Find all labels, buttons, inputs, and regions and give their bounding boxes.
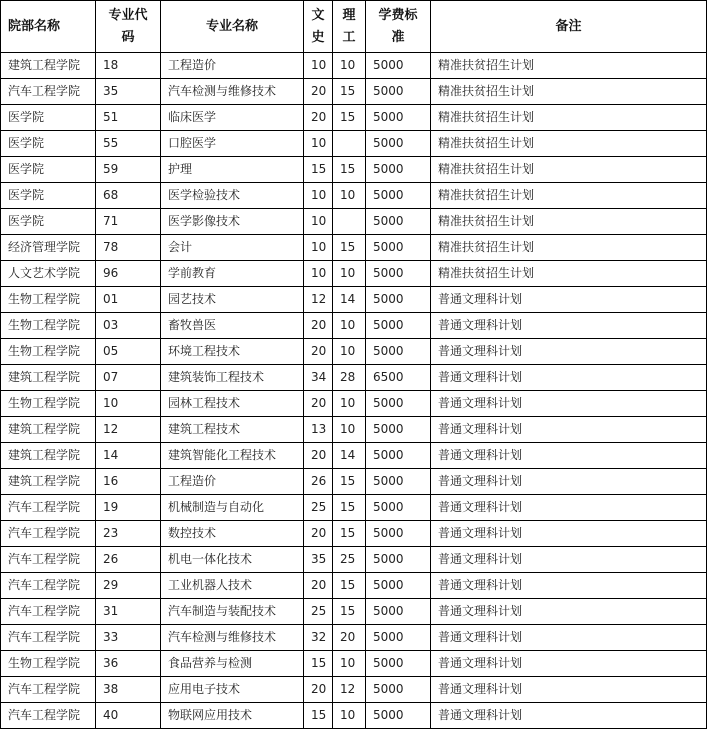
- table-row: [1, 391, 707, 417]
- cell-sci: 15: [333, 599, 366, 625]
- cell-note: 精准扶贫招生计划: [431, 157, 707, 183]
- cell-arts: 20: [304, 313, 333, 339]
- cell-dept: 医学院: [1, 105, 96, 131]
- cell-note: 普通文理科计划: [431, 469, 707, 495]
- header-arts: [304, 1, 333, 53]
- cell-fee: 5000: [366, 599, 431, 625]
- cell-note: 普通文理科计划: [431, 313, 707, 339]
- cell-dept: 汽车工程学院: [1, 677, 96, 703]
- cell-code: 78: [96, 235, 161, 261]
- cell-code: 96: [96, 261, 161, 287]
- cell-arts: 20: [304, 573, 333, 599]
- table-row: [1, 209, 707, 235]
- cell-dept: 建筑工程学院: [1, 417, 96, 443]
- cell-note: 普通文理科计划: [431, 417, 707, 443]
- cell-sci: 10: [333, 53, 366, 79]
- cell-sci: 25: [333, 547, 366, 573]
- cell-note: 精准扶贫招生计划: [431, 235, 707, 261]
- cell-fee: 5000: [366, 183, 431, 209]
- cell-major: 汽车检测与维修技术: [161, 625, 304, 651]
- header-note-label: 备注: [555, 18, 582, 34]
- cell-fee: 6500: [366, 365, 431, 391]
- cell-code: 16: [96, 469, 161, 495]
- cell-note: 精准扶贫招生计划: [431, 53, 707, 79]
- header-dept: [1, 1, 96, 53]
- table-row: [1, 313, 707, 339]
- cell-fee: 5000: [366, 443, 431, 469]
- cell-dept: 汽车工程学院: [1, 573, 96, 599]
- cell-code: 40: [96, 703, 161, 729]
- cell-fee: 5000: [366, 339, 431, 365]
- cell-sci: 10: [333, 703, 366, 729]
- cell-note: 普通文理科计划: [431, 651, 707, 677]
- cell-fee: 5000: [366, 651, 431, 677]
- cell-code: 55: [96, 131, 161, 157]
- cell-sci: [333, 209, 366, 235]
- cell-sci: 28: [333, 365, 366, 391]
- cell-sci: 10: [333, 313, 366, 339]
- header-major-label: 专业名称: [205, 18, 258, 34]
- cell-sci: 15: [333, 521, 366, 547]
- table-row: [1, 703, 707, 729]
- cell-note: 普通文理科计划: [431, 287, 707, 313]
- cell-note: 普通文理科计划: [431, 625, 707, 651]
- cell-arts: 20: [304, 521, 333, 547]
- cell-major: 汽车制造与装配技术: [161, 599, 304, 625]
- cell-major: 医学检验技术: [161, 183, 304, 209]
- cell-code: 59: [96, 157, 161, 183]
- cell-fee: 5000: [366, 703, 431, 729]
- cell-major: 医学影像技术: [161, 209, 304, 235]
- cell-note: 精准扶贫招生计划: [431, 209, 707, 235]
- table-row: [1, 287, 707, 313]
- cell-dept: 汽车工程学院: [1, 79, 96, 105]
- cell-sci: 15: [333, 105, 366, 131]
- cell-note: 普通文理科计划: [431, 391, 707, 417]
- cell-fee: 5000: [366, 313, 431, 339]
- cell-code: 19: [96, 495, 161, 521]
- cell-arts: 25: [304, 599, 333, 625]
- table-row: [1, 677, 707, 703]
- cell-note: 普通文理科计划: [431, 599, 707, 625]
- cell-major: 物联网应用技术: [161, 703, 304, 729]
- cell-fee: 5000: [366, 469, 431, 495]
- cell-major: 园林工程技术: [161, 391, 304, 417]
- header-arts-line1: 文: [311, 7, 325, 23]
- cell-major: 汽车检测与维修技术: [161, 79, 304, 105]
- table-row: [1, 495, 707, 521]
- cell-dept: 医学院: [1, 157, 96, 183]
- cell-major: 机电一体化技术: [161, 547, 304, 573]
- cell-fee: 5000: [366, 79, 431, 105]
- cell-dept: 汽车工程学院: [1, 703, 96, 729]
- cell-sci: 12: [333, 677, 366, 703]
- cell-fee: 5000: [366, 625, 431, 651]
- table-row: [1, 183, 707, 209]
- header-code-line1: 专业代: [108, 7, 148, 23]
- cell-sci: 15: [333, 469, 366, 495]
- table-body: [1, 53, 707, 729]
- cell-fee: 5000: [366, 391, 431, 417]
- header-arts-line2: 史: [311, 29, 325, 45]
- cell-code: 29: [96, 573, 161, 599]
- header-row: [1, 1, 707, 53]
- cell-note: 精准扶贫招生计划: [431, 131, 707, 157]
- table-row: [1, 339, 707, 365]
- cell-code: 35: [96, 79, 161, 105]
- cell-note: 精准扶贫招生计划: [431, 79, 707, 105]
- table-row: [1, 651, 707, 677]
- cell-arts: 20: [304, 339, 333, 365]
- cell-arts: 13: [304, 417, 333, 443]
- cell-fee: 5000: [366, 547, 431, 573]
- cell-code: 26: [96, 547, 161, 573]
- cell-fee: 5000: [366, 235, 431, 261]
- table-row: [1, 157, 707, 183]
- cell-major: 护理: [161, 157, 304, 183]
- table-row: [1, 131, 707, 157]
- cell-fee: 5000: [366, 105, 431, 131]
- cell-arts: 10: [304, 235, 333, 261]
- cell-arts: 10: [304, 183, 333, 209]
- cell-note: 普通文理科计划: [431, 573, 707, 599]
- cell-arts: 12: [304, 287, 333, 313]
- cell-sci: 15: [333, 573, 366, 599]
- cell-fee: 5000: [366, 495, 431, 521]
- cell-major: 建筑工程技术: [161, 417, 304, 443]
- cell-sci: 15: [333, 157, 366, 183]
- cell-sci: 14: [333, 443, 366, 469]
- cell-note: 普通文理科计划: [431, 677, 707, 703]
- cell-code: 33: [96, 625, 161, 651]
- cell-sci: 15: [333, 235, 366, 261]
- cell-major: 畜牧兽医: [161, 313, 304, 339]
- header-fee-line2: 准: [391, 29, 405, 45]
- header-major: [161, 1, 304, 53]
- cell-arts: 32: [304, 625, 333, 651]
- table-row: [1, 599, 707, 625]
- header-sci: [333, 1, 366, 53]
- cell-arts: 20: [304, 443, 333, 469]
- cell-code: 03: [96, 313, 161, 339]
- table-row: [1, 365, 707, 391]
- table-row: [1, 573, 707, 599]
- cell-code: 51: [96, 105, 161, 131]
- cell-major: 工程造价: [161, 53, 304, 79]
- cell-code: 05: [96, 339, 161, 365]
- cell-dept: 建筑工程学院: [1, 365, 96, 391]
- cell-dept: 生物工程学院: [1, 391, 96, 417]
- cell-note: 普通文理科计划: [431, 521, 707, 547]
- table-row: [1, 625, 707, 651]
- cell-dept: 人文艺术学院: [1, 261, 96, 287]
- cell-major: 环境工程技术: [161, 339, 304, 365]
- cell-sci: 15: [333, 495, 366, 521]
- table-row: [1, 261, 707, 287]
- cell-fee: 5000: [366, 417, 431, 443]
- cell-note: 精准扶贫招生计划: [431, 183, 707, 209]
- cell-code: 12: [96, 417, 161, 443]
- cell-major: 工程造价: [161, 469, 304, 495]
- cell-major: 食品营养与检测: [161, 651, 304, 677]
- cell-major: 园艺技术: [161, 287, 304, 313]
- cell-dept: 生物工程学院: [1, 287, 96, 313]
- cell-code: 14: [96, 443, 161, 469]
- header-code-line2: 码: [121, 29, 135, 45]
- cell-major: 数控技术: [161, 521, 304, 547]
- cell-arts: 26: [304, 469, 333, 495]
- cell-arts: 20: [304, 677, 333, 703]
- cell-arts: 20: [304, 391, 333, 417]
- cell-dept: 医学院: [1, 183, 96, 209]
- cell-major: 工业机器人技术: [161, 573, 304, 599]
- cell-arts: 10: [304, 53, 333, 79]
- cell-major: 建筑智能化工程技术: [161, 443, 304, 469]
- cell-code: 23: [96, 521, 161, 547]
- header-dept-label: 院部名称: [8, 18, 61, 34]
- cell-arts: 15: [304, 703, 333, 729]
- table-row: [1, 469, 707, 495]
- cell-sci: 14: [333, 287, 366, 313]
- cell-note: 普通文理科计划: [431, 703, 707, 729]
- cell-sci: 10: [333, 261, 366, 287]
- cell-fee: 5000: [366, 131, 431, 157]
- cell-code: 38: [96, 677, 161, 703]
- cell-dept: 汽车工程学院: [1, 521, 96, 547]
- cell-major: 机械制造与自动化: [161, 495, 304, 521]
- cell-sci: 10: [333, 651, 366, 677]
- cell-sci: 10: [333, 339, 366, 365]
- cell-major: 临床医学: [161, 105, 304, 131]
- cell-fee: 5000: [366, 157, 431, 183]
- cell-major: 学前教育: [161, 261, 304, 287]
- table-row: [1, 521, 707, 547]
- cell-arts: 35: [304, 547, 333, 573]
- cell-fee: 5000: [366, 209, 431, 235]
- cell-arts: 20: [304, 105, 333, 131]
- cell-sci: 20: [333, 625, 366, 651]
- cell-dept: 医学院: [1, 209, 96, 235]
- cell-note: 普通文理科计划: [431, 339, 707, 365]
- header-sci-line2: 工: [342, 29, 356, 45]
- cell-dept: 汽车工程学院: [1, 625, 96, 651]
- cell-note: 普通文理科计划: [431, 443, 707, 469]
- cell-sci: 15: [333, 79, 366, 105]
- cell-fee: 5000: [366, 521, 431, 547]
- cell-arts: 10: [304, 209, 333, 235]
- table-row: [1, 79, 707, 105]
- cell-code: 71: [96, 209, 161, 235]
- table-row: [1, 105, 707, 131]
- cell-dept: 医学院: [1, 131, 96, 157]
- cell-fee: 5000: [366, 573, 431, 599]
- header-fee: [366, 1, 431, 53]
- header-fee-line1: 学费标: [378, 7, 418, 23]
- header-note: [431, 1, 707, 53]
- cell-note: 普通文理科计划: [431, 495, 707, 521]
- cell-dept: 生物工程学院: [1, 651, 96, 677]
- cell-arts: 10: [304, 131, 333, 157]
- cell-major: 口腔医学: [161, 131, 304, 157]
- cell-note: 普通文理科计划: [431, 365, 707, 391]
- table-row: [1, 235, 707, 261]
- cell-code: 36: [96, 651, 161, 677]
- cell-code: 68: [96, 183, 161, 209]
- cell-fee: 5000: [366, 53, 431, 79]
- cell-arts: 10: [304, 261, 333, 287]
- cell-arts: 34: [304, 365, 333, 391]
- cell-note: 普通文理科计划: [431, 547, 707, 573]
- cell-sci: 10: [333, 417, 366, 443]
- header-code: [96, 1, 161, 53]
- cell-major: 应用电子技术: [161, 677, 304, 703]
- cell-sci: 10: [333, 391, 366, 417]
- cell-fee: 5000: [366, 287, 431, 313]
- cell-dept: 汽车工程学院: [1, 547, 96, 573]
- cell-major: 会计: [161, 235, 304, 261]
- cell-fee: 5000: [366, 677, 431, 703]
- cell-arts: 15: [304, 157, 333, 183]
- cell-code: 18: [96, 53, 161, 79]
- table-row: [1, 443, 707, 469]
- table-row: [1, 53, 707, 79]
- cell-dept: 经济管理学院: [1, 235, 96, 261]
- cell-code: 10: [96, 391, 161, 417]
- cell-dept: 建筑工程学院: [1, 469, 96, 495]
- cell-dept: 建筑工程学院: [1, 53, 96, 79]
- table-row: [1, 547, 707, 573]
- cell-sci: [333, 131, 366, 157]
- cell-dept: 汽车工程学院: [1, 599, 96, 625]
- cell-sci: 10: [333, 183, 366, 209]
- cell-code: 01: [96, 287, 161, 313]
- cell-arts: 15: [304, 651, 333, 677]
- cell-dept: 生物工程学院: [1, 339, 96, 365]
- table-row: [1, 417, 707, 443]
- cell-code: 07: [96, 365, 161, 391]
- cell-note: 精准扶贫招生计划: [431, 261, 707, 287]
- header-sci-line1: 理: [342, 7, 356, 23]
- cell-dept: 汽车工程学院: [1, 495, 96, 521]
- cell-code: 31: [96, 599, 161, 625]
- cell-fee: 5000: [366, 261, 431, 287]
- cell-note: 精准扶贫招生计划: [431, 105, 707, 131]
- cell-dept: 生物工程学院: [1, 313, 96, 339]
- cell-major: 建筑装饰工程技术: [161, 365, 304, 391]
- cell-dept: 建筑工程学院: [1, 443, 96, 469]
- cell-arts: 20: [304, 79, 333, 105]
- cell-arts: 25: [304, 495, 333, 521]
